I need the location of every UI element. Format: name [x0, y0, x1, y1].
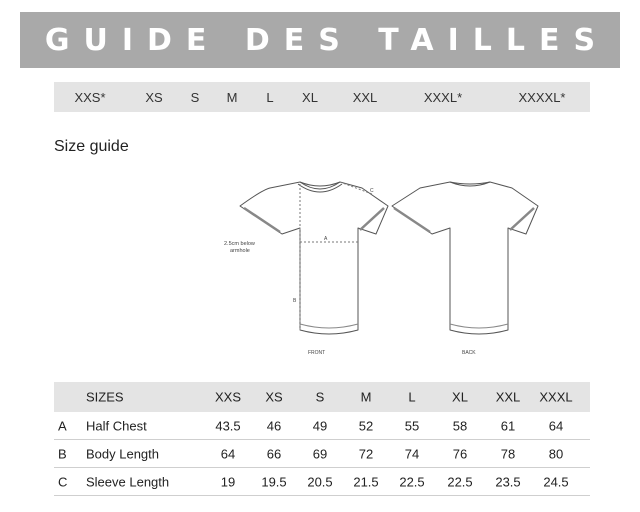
page-title: GUIDE DES TAILLES — [44, 22, 610, 58]
size-table — [54, 382, 590, 496]
table-header-row — [54, 382, 590, 412]
table-cell: 74 — [404, 446, 420, 461]
row-code: B — [58, 446, 67, 461]
front-label: FRONT — [308, 350, 326, 356]
table-cell: 49 — [312, 418, 328, 433]
size-strip-item: L — [266, 90, 274, 105]
table-cell: 24.5 — [543, 474, 569, 489]
size-strip-item: XXXXL* — [518, 90, 566, 105]
table-cell: 21.5 — [353, 474, 379, 489]
tshirt-diagram — [222, 170, 552, 370]
table-cell: 64 — [548, 418, 564, 433]
table-cell: 72 — [358, 446, 374, 461]
table-cell: 46 — [266, 418, 282, 433]
tshirt-back-drawing — [392, 182, 538, 334]
table-cell: 80 — [548, 446, 564, 461]
table-cell: 22.5 — [399, 474, 425, 489]
table-header: XS — [265, 389, 283, 405]
table-header: XXL — [495, 389, 521, 405]
size-strip — [54, 82, 590, 112]
table-cell: 66 — [266, 446, 282, 461]
table-cell: 19 — [220, 474, 236, 489]
label-b: B — [293, 298, 297, 304]
table-cell: 23.5 — [495, 474, 521, 489]
row-name: Sleeve Length — [86, 474, 170, 489]
tshirt-front-drawing — [240, 182, 388, 334]
table-cell: 64 — [220, 446, 236, 461]
table-header: S — [315, 389, 325, 405]
table-cell: 55 — [404, 418, 420, 433]
table-row — [54, 440, 590, 468]
size-strip-item: S — [190, 90, 200, 105]
table-cell: 69 — [312, 446, 328, 461]
size-strip-item: XL — [302, 90, 318, 105]
table-cell: 78 — [500, 446, 516, 461]
size-guide-heading: Size guide — [54, 138, 129, 155]
size-strip-item: XS — [145, 90, 163, 105]
size-strip-item: XXXL* — [423, 90, 463, 105]
row-code: A — [58, 418, 67, 433]
table-header: XXS — [214, 389, 242, 405]
table-row — [54, 412, 590, 440]
table-header: XXXL — [539, 389, 573, 405]
table-cell: 58 — [452, 418, 468, 433]
table-header: L — [408, 389, 416, 405]
row-code: C — [58, 474, 68, 489]
table-header: XL — [452, 389, 468, 405]
table-cell: 61 — [500, 418, 516, 433]
table-cell: 22.5 — [447, 474, 473, 489]
row-name: Half Chest — [86, 418, 147, 433]
label-a: A — [324, 236, 328, 242]
measure-note: armhole — [230, 248, 250, 254]
back-label: BACK — [462, 350, 476, 356]
label-c: C — [370, 188, 374, 194]
title-banner — [20, 12, 620, 68]
table-cell: 76 — [452, 446, 468, 461]
table-header: M — [360, 389, 372, 405]
table-cell: 20.5 — [307, 474, 333, 489]
size-strip-item: XXL — [352, 90, 378, 105]
table-cell: 19.5 — [261, 474, 287, 489]
row-name: Body Length — [86, 446, 160, 461]
measure-note: 2.5cm below — [224, 241, 255, 247]
table-row — [54, 468, 590, 496]
table-header: SIZES — [86, 389, 124, 405]
size-strip-item: M — [226, 90, 238, 105]
table-cell: 52 — [358, 418, 374, 433]
table-cell: 43.5 — [215, 418, 241, 433]
size-strip-item: XXS* — [74, 90, 106, 105]
